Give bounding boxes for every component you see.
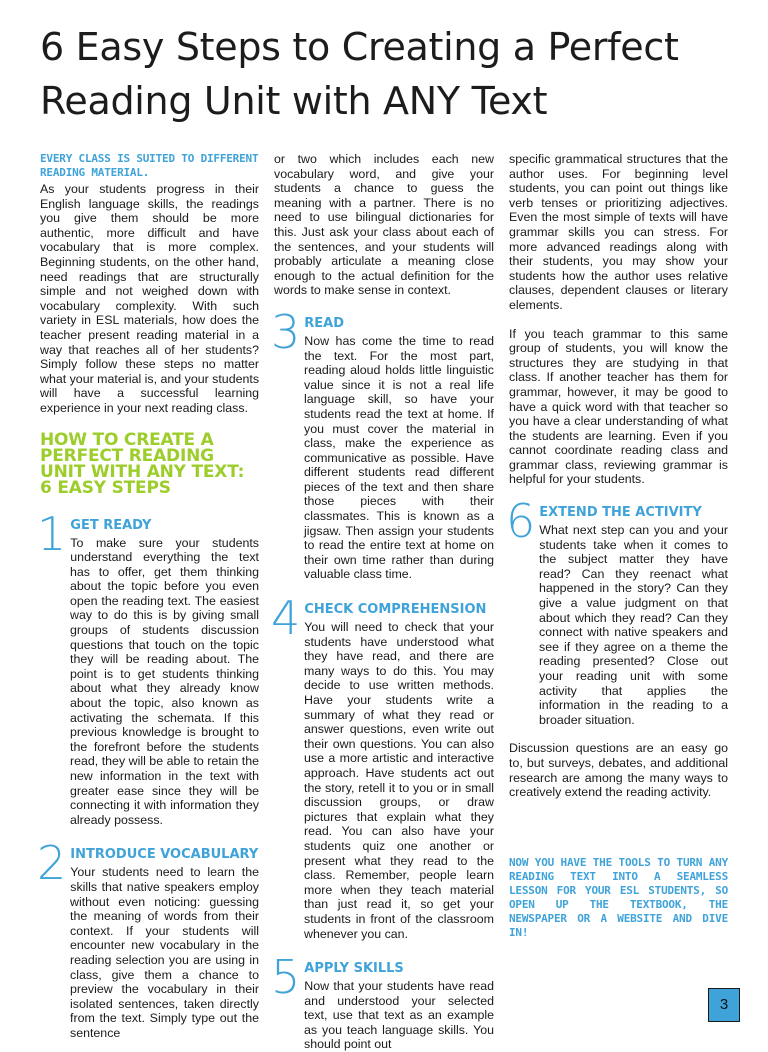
column-1 bbox=[37, 152, 260, 1041]
column-2 bbox=[271, 152, 494, 1052]
column-3 bbox=[506, 152, 728, 940]
step-title: GET READY bbox=[70, 517, 152, 533]
step-3 bbox=[271, 304, 494, 582]
intro-text: As your students progress in their English language skills, the readings you give them should be more authentic, more difficult and have vocabulary that is more complex. Beginning students, on the other hand, need readings that are structurally simple and not weighed down with vocabulary complexity. With such variety in ESL materials, how does the teacher present reading material in a way that reaches all of her students? Simply follow these steps no matter what your material is, and your students will have a successful learning experience in your next reading class. bbox=[40, 182, 260, 415]
step-title: READ bbox=[304, 315, 345, 331]
page-number: 3 bbox=[708, 988, 740, 1022]
step-6 bbox=[506, 494, 728, 800]
step-title: APPLY SKILLS bbox=[304, 961, 404, 977]
step-6-text-continued: Discussion questions are an easy go to, but surveys, debates, and additional research are among the many ways to creatively extend the reading activity. bbox=[509, 741, 728, 800]
step-title: INTRODUCE VOCABULARY bbox=[70, 847, 259, 863]
step-4 bbox=[271, 591, 494, 941]
step-title: CHECK COMPREHENSION bbox=[304, 602, 487, 618]
step-5-text-continued: specific grammatical structures that the author uses. For beginning level students, you can point out things like verb tenses or prioritizing adjectives. Even the most simple of texts will have grammar skills you can stress. For more advanced readings along with their students, you may show your students how the author uses relative clauses, dependent clauses or literary elements. bbox=[509, 152, 728, 312]
intro-lead: EVERY CLASS IS SUITED TO DIFFERENT READING MATERIAL. bbox=[40, 152, 259, 179]
step-text: Now that your students have read and understood your selected text, use that text as an example as you teach language skills. You should point out bbox=[304, 979, 494, 1052]
step-5 bbox=[271, 950, 494, 1052]
step-text: You will need to check that your students have understood what they have read, and there are many ways to do this. You may decide to use written methods. Have your students write a summary of what they read or answer questions, even write out their own questions. You can also use a more artistic and interactive approach. Have students act out the story, retell it to you or in small discussion groups, or draw pictures that explain what they read. You can also have your students quiz one another or present what they read to the class. Remember, people learn more when they teach material than just read it, so get your students in front of the classroom whenever you can. bbox=[304, 620, 494, 941]
step-5-text-continued-2: If you teach grammar to this same group of students, you will know the structures they are studying in that class. If another teacher has them for grammar, however, it may be good to have a quick word with that teacher so you have a clear understanding of what the students are learning. Even if you cannot coordinate reading class and grammar class, reviewing grammar is helpful for your students. bbox=[509, 326, 728, 487]
step-text: To make sure your students understand everything the text has to offer, get them thinking about the topic before you even open the reading text. The easiest way to do this is by giving small groups of students discussion questions that touch on the topic they will be reading about. The point is to get students thinking about what they already know about the topic, also known as activating the schemata. If this previous knowledge is brought to the forefront before the students read, they will be able to retain the new information in the text with greater ease since they will be connecting it with information they already possess. bbox=[70, 535, 259, 827]
step-2 bbox=[37, 836, 259, 1040]
step-text: Your students need to learn the skills that native speakers employ without even noticing: guessing the meaning of words from their context. If your students will encounter new vocabulary in the reading selection you are using in class, give them a chance to preview the vocabulary in their isolated sentences, taken directly from the text. Simply type out the sentence bbox=[70, 865, 259, 1040]
step-number: 3 bbox=[271, 304, 301, 359]
step-2-text-continued: or two which includes each new vocabulary word, and give your students a chance to guess the meaning with a partner. There is no need to use bilingual dictionaries for this. Just ask your class about each of the sentences, and your students will probably articulate a meaning close enough to the actual definition for the words to make sense in context. bbox=[274, 152, 494, 298]
step-number: 1 bbox=[37, 506, 67, 561]
step-number: 6 bbox=[506, 494, 536, 549]
section-heading: HOW TO CREATE A PERFECT READING UNIT WITH ANY TEXT: 6 EASY STEPS bbox=[40, 429, 245, 498]
step-title: EXTEND THE ACTIVITY bbox=[539, 505, 702, 521]
article-title: 6 Easy Steps to Creating a Perfect Reading Unit with ANY Text bbox=[40, 25, 679, 123]
step-number: 2 bbox=[37, 836, 67, 891]
step-text: Now has come the time to read the text. For the most part, reading aloud holds little linguistic value since it is not a real life language skill, so have your students read the text at home. If you must cover the material in class, make the experience as communicative as possible. Have different students read different pieces of the text and then share those pieces with their classmates. This is known as a jigsaw. Then assign your students to read the entire text at home on their own time rather than during valuable class time. bbox=[304, 333, 494, 582]
step-number: 5 bbox=[271, 950, 301, 1005]
step-number: 4 bbox=[271, 591, 301, 646]
closing-callout: NOW YOU HAVE THE TOOLS TO TURN ANY READING TEXT INTO A SEAMLESS LESSON FOR YOUR ESL STUDENTS, SO OPEN UP THE TEXTBOOK, THE NEWSPAPER OR A WEBSITE AND DIVE IN! bbox=[509, 855, 728, 939]
step-text: What next step can you and your students take when it comes to the subject matter they have read? Can they reenact what happened in the story? Can they give a value judgment on that about which they read? Can they connect with native speakers and see if they agree on a theme the reading presented? Close out your reading unit with some activity that applies the information in the reading to a broader situation. bbox=[539, 523, 728, 727]
step-1 bbox=[37, 506, 259, 828]
